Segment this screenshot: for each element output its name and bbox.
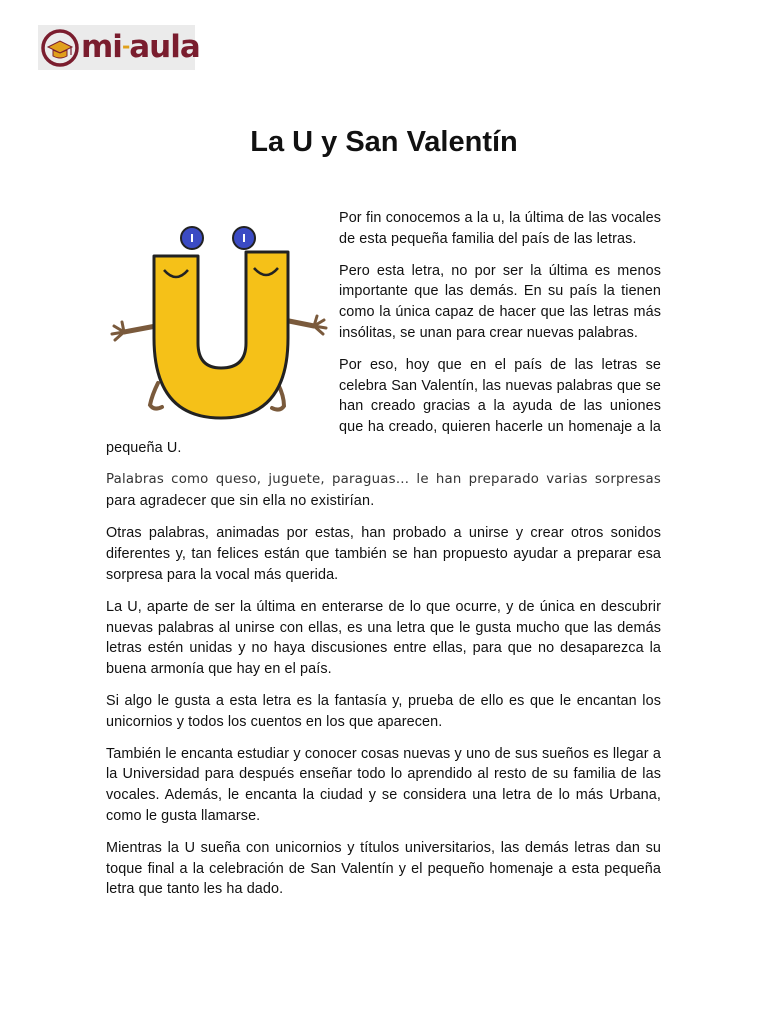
paragraph-1: Por fin conocemos a la u, la última de las vocales de esta pequeña familia del país de las letras.	[339, 210, 661, 247]
paragraph-4-styled: Palabras como queso, juguete, paraguas… le han preparado varias sorpresas	[106, 471, 661, 487]
paragraph-3: Por eso, hoy que en el país de las letras se celebra San Valentín, las nuevas palabras que se han creado gracias a la ayuda de las uniones que ha creado, quieren hacerle un homenaje a la pequeña U.	[106, 356, 661, 456]
logo-suffix: aula	[129, 29, 200, 65]
paragraph-8: También le encanta estudiar y conocer cosas nuevas y uno de sus sueños es llegar a la Universidad para después enseñar todo lo aprendido al resto de su familia de las vocales. Además, le encanta la ciudad y se considera una letra de lo más Urbana, como le gusta llamarse.	[106, 745, 661, 824]
logo-wordmark	[81, 29, 200, 65]
logo-prefix: mi	[81, 29, 122, 65]
u-character-illustration	[106, 208, 338, 423]
logo-dash: -	[121, 34, 130, 58]
page-title: La U y San Valentín	[250, 126, 518, 158]
graduation-cap-icon	[40, 28, 80, 68]
article-body	[106, 208, 661, 911]
paragraph-6: La U, aparte de ser la última en enterarse de lo que ocurre, y de única en descubrir nuevas palabras al unirse con ellas, es una letra que le gusta mucho que las demás letras estén unidas y no haya discusiones entre ellas, para que no desaparezca la buena armonía que hay en el país.	[106, 598, 661, 678]
paragraph-4	[106, 470, 661, 513]
site-logo[interactable]	[38, 25, 200, 70]
paragraph-9: Mientras la U sueña con unicornios y títulos universitarios, las demás letras dan su toque final a la celebración de San Valentín y el pequeño homenaje a esta pequeña letra que tanto les ha dado.	[106, 839, 661, 898]
paragraph-7: Si algo le gusta a esta letra es la fantasía y, prueba de ello es que le encantan los unicornios y todos los cuentos en los que aparecen.	[106, 692, 661, 730]
paragraph-2: Pero esta letra, no por ser la última es menos importante que las demás. En su país la tienen como la única capaz de hacer que las letras más insólitas, se unan para crear nuevas palabras.	[339, 262, 661, 341]
paragraph-5: Otras palabras, animadas por estas, han probado a unirse y crear otros sonidos diferentes y, tan felices están que también se han propuesto ayudar a preparar esa sorpresa para la vocal más querida.	[106, 525, 661, 583]
paragraph-4-tail: para agradecer que sin ella no existirían.	[106, 492, 375, 509]
